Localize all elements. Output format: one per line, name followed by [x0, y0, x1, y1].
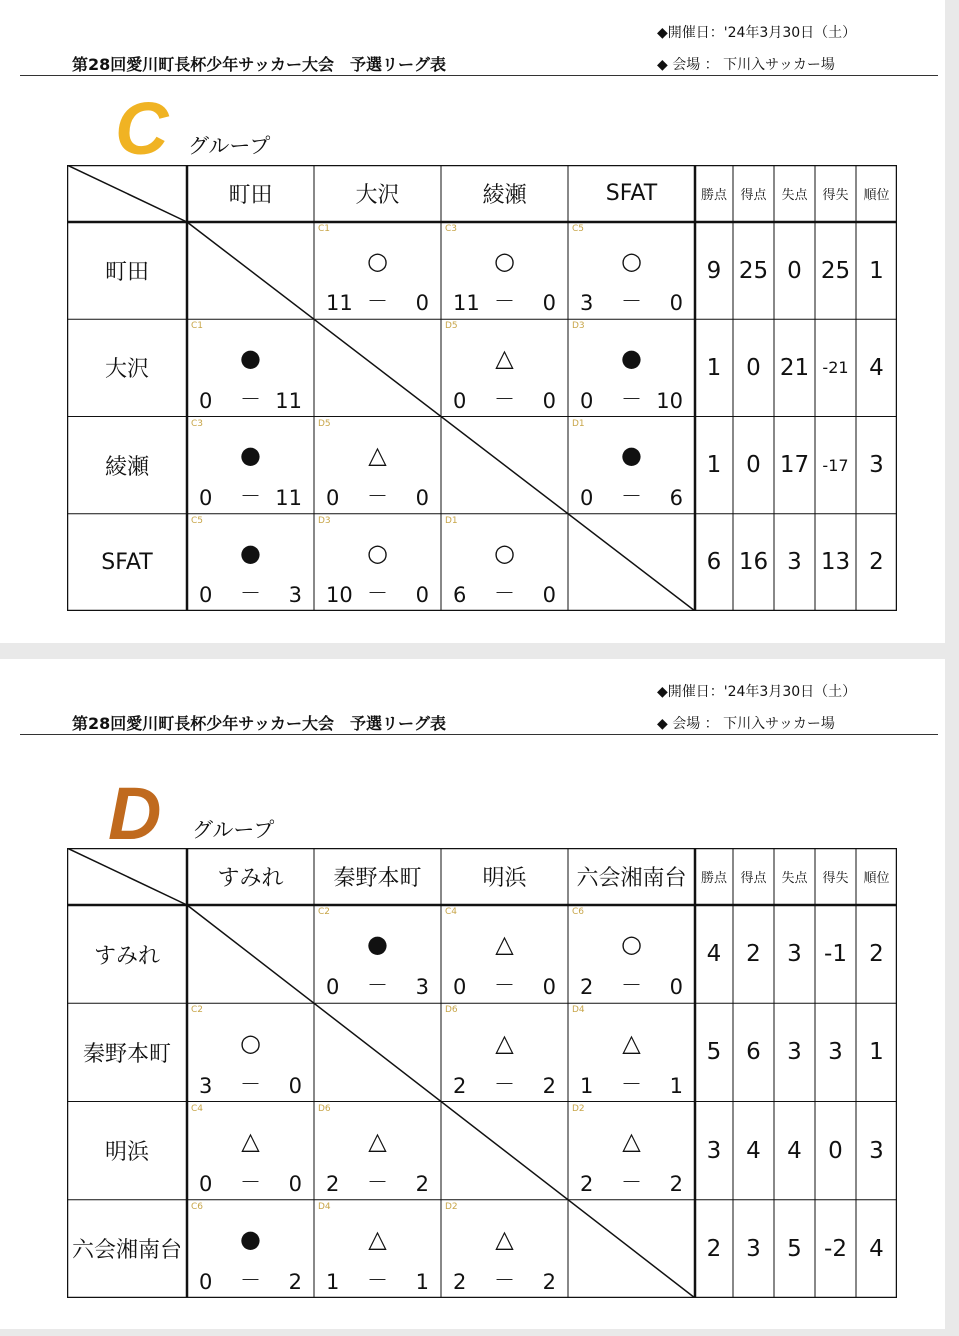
- result-mark: ○: [367, 246, 388, 275]
- score-home: 0: [199, 388, 213, 413]
- title-rule: [20, 734, 938, 735]
- league-table: [67, 848, 897, 1298]
- score-home: 1: [326, 1270, 340, 1294]
- result-mark: ○: [621, 930, 642, 959]
- match-code: C2: [318, 907, 331, 917]
- row-header-team: すみれ: [93, 943, 160, 969]
- score-dash: －: [367, 483, 388, 508]
- score-away: 0: [542, 975, 556, 1000]
- stat-value: 6: [746, 1039, 761, 1066]
- stat-value: 3: [746, 1235, 761, 1262]
- match-code: D3: [572, 321, 585, 332]
- match-code: C5: [191, 515, 204, 526]
- result-mark: △: [368, 1225, 387, 1254]
- corner-diagonal: [67, 848, 187, 905]
- stat-value: 5: [787, 1235, 802, 1262]
- score-away: 0: [542, 291, 556, 316]
- document-title: 第28回愛川町長杯少年サッカー大会 予選リーグ表: [72, 55, 446, 74]
- score-away: 3: [415, 975, 429, 1000]
- score-away: 6: [669, 485, 683, 510]
- stat-value: 4: [746, 1137, 761, 1164]
- table-grid: [67, 165, 897, 611]
- score-dash: －: [240, 1071, 261, 1096]
- score-home: 1: [580, 1073, 594, 1098]
- score-home: 11: [326, 291, 353, 316]
- match-code: D6: [445, 1005, 458, 1016]
- score-home: 2: [580, 975, 594, 1000]
- score-dash: －: [621, 289, 642, 314]
- match-code: C4: [445, 907, 458, 917]
- stat-value: 1: [706, 452, 722, 479]
- row-header-team: 六会湘南台: [71, 1238, 182, 1264]
- column-header-team: 六会湘南台: [576, 866, 687, 891]
- score-dash: －: [367, 973, 388, 998]
- score-away: 10: [656, 388, 683, 413]
- match-code: C4: [191, 1103, 204, 1114]
- group-letter: D: [108, 772, 162, 855]
- result-mark: ○: [494, 246, 515, 275]
- score-away: 11: [275, 388, 302, 413]
- stat-value: 4: [869, 354, 884, 381]
- score-away: 2: [415, 1171, 429, 1196]
- score-home: 0: [199, 1171, 213, 1196]
- stat-value: 3: [787, 1039, 802, 1066]
- row-header-team: 町田: [104, 260, 149, 286]
- stat-value: 1: [869, 1039, 884, 1066]
- stat-value: 2: [706, 1235, 722, 1262]
- match-code: C3: [445, 224, 458, 234]
- score-dash: －: [367, 1268, 388, 1292]
- stat-value: 21: [779, 354, 810, 381]
- stat-value: 17: [779, 452, 810, 479]
- score-home: 0: [580, 485, 594, 510]
- stat-value: 0: [746, 452, 761, 479]
- column-header-team: すみれ: [217, 866, 284, 891]
- column-header-team: 大沢: [355, 183, 400, 208]
- score-home: 2: [326, 1171, 340, 1196]
- result-mark: △: [495, 1225, 514, 1254]
- group-label: グループ: [192, 818, 275, 842]
- score-dash: －: [240, 1169, 261, 1194]
- score-away: 2: [288, 1270, 302, 1294]
- score-dash: －: [240, 386, 261, 411]
- result-mark: ●: [621, 441, 642, 470]
- match-code: C2: [191, 1005, 204, 1016]
- result-mark: △: [241, 1126, 260, 1155]
- league-sheet-group-c: [0, 0, 945, 643]
- stat-value: 3: [869, 452, 884, 479]
- score-away: 11: [275, 485, 302, 510]
- score-dash: －: [621, 1071, 642, 1096]
- match-code: D4: [572, 1005, 585, 1016]
- result-mark: ○: [240, 1028, 261, 1057]
- stat-value: 2: [869, 941, 884, 968]
- result-mark: ●: [240, 344, 261, 373]
- match-code: C6: [572, 907, 585, 917]
- score-dash: －: [494, 1071, 515, 1096]
- score-home: 0: [326, 485, 340, 510]
- stat-value: 3: [787, 941, 802, 968]
- score-dash: －: [621, 386, 642, 411]
- score-away: 0: [415, 291, 429, 316]
- column-header-stat: 勝点: [700, 188, 727, 203]
- result-mark: △: [495, 344, 514, 373]
- score-away: 0: [669, 975, 683, 1000]
- column-header-stat: 勝点: [700, 871, 727, 886]
- score-away: 1: [415, 1270, 429, 1294]
- stat-value: 0: [828, 1137, 843, 1164]
- score-away: 0: [542, 583, 556, 607]
- result-mark: ○: [367, 538, 388, 567]
- score-away: 0: [415, 583, 429, 607]
- result-mark: ●: [240, 538, 261, 567]
- score-away: 1: [669, 1073, 683, 1098]
- stat-value: 3: [706, 1137, 722, 1164]
- stat-value: 25: [738, 257, 769, 284]
- match-code: D2: [572, 1103, 585, 1114]
- score-home: 2: [453, 1270, 467, 1294]
- result-mark: △: [495, 930, 514, 959]
- date-info: ◆開催日：'24年3月30日（土）: [657, 25, 857, 41]
- score-away: 2: [542, 1270, 556, 1294]
- score-dash: －: [621, 1169, 642, 1194]
- score-dash: －: [494, 386, 515, 411]
- stat-value: 6: [706, 549, 722, 576]
- stat-value: 1: [869, 257, 884, 284]
- match-code: C6: [191, 1201, 204, 1212]
- score-home: 11: [453, 291, 480, 316]
- column-header-stat: 順位: [863, 188, 890, 203]
- column-header-stat: 失点: [781, 871, 808, 886]
- match-code: D4: [318, 1201, 331, 1212]
- column-header-team: 町田: [228, 183, 273, 208]
- score-dash: －: [240, 1268, 261, 1292]
- match-code: D5: [318, 418, 331, 429]
- stat-value: 1: [706, 354, 722, 381]
- column-header-stat: 順位: [863, 871, 890, 886]
- group-letter: C: [115, 87, 169, 170]
- score-home: 0: [453, 388, 467, 413]
- match-code: D6: [318, 1103, 331, 1114]
- result-mark: △: [368, 441, 387, 470]
- table-grid: [67, 848, 897, 1298]
- score-away: 0: [415, 485, 429, 510]
- score-dash: －: [621, 483, 642, 508]
- score-home: 0: [199, 1270, 213, 1294]
- score-home: 10: [326, 583, 353, 607]
- match-code: D1: [445, 515, 458, 526]
- score-away: 2: [669, 1171, 683, 1196]
- score-dash: －: [494, 581, 515, 605]
- document-title: 第28回愛川町長杯少年サッカー大会 予選リーグ表: [72, 714, 446, 733]
- stat-value: 0: [746, 354, 761, 381]
- score-home: 0: [580, 388, 594, 413]
- stat-value: -2: [824, 1235, 847, 1262]
- date-info: ◆開催日：'24年3月30日（土）: [657, 684, 857, 700]
- stat-value: -1: [824, 941, 847, 968]
- stat-value: 2: [869, 549, 884, 576]
- column-header-stat: 得失: [822, 188, 849, 203]
- stat-value: 25: [820, 257, 851, 284]
- score-away: 0: [288, 1073, 302, 1098]
- score-home: 0: [199, 583, 213, 607]
- result-mark: ●: [367, 930, 388, 959]
- column-header-stat: 失点: [781, 188, 808, 203]
- column-header-stat: 得点: [740, 188, 767, 203]
- league-table: [67, 165, 897, 611]
- title-rule: [20, 75, 938, 76]
- match-code: C3: [191, 418, 204, 429]
- stat-value: 16: [738, 549, 769, 576]
- score-home: 0: [199, 485, 213, 510]
- column-header-team: 秦野本町: [333, 866, 422, 891]
- stat-value: 9: [706, 257, 722, 284]
- stat-value: -21: [822, 358, 849, 378]
- stat-value: 4: [787, 1137, 802, 1164]
- venue-info: ◆ 会場 ： 下川入サッカー場: [657, 57, 835, 73]
- corner-diagonal: [67, 165, 187, 222]
- result-mark: ○: [621, 246, 642, 275]
- score-dash: －: [494, 289, 515, 314]
- stat-value: 4: [706, 941, 722, 968]
- score-dash: －: [494, 1268, 515, 1292]
- score-away: 0: [288, 1171, 302, 1196]
- stat-value: 0: [787, 257, 802, 284]
- score-home: 0: [453, 975, 467, 1000]
- score-dash: －: [621, 973, 642, 998]
- stat-value: 3: [828, 1039, 843, 1066]
- row-header-team: 秦野本町: [82, 1041, 171, 1067]
- row-header-team: SFAT: [101, 549, 153, 575]
- stat-value: 13: [820, 549, 851, 576]
- score-dash: －: [494, 973, 515, 998]
- score-dash: －: [367, 581, 388, 605]
- column-header-team: 綾瀬: [482, 183, 527, 208]
- result-mark: ●: [240, 1225, 261, 1254]
- row-header-team: 綾瀬: [104, 454, 149, 480]
- stat-value: 2: [746, 941, 761, 968]
- result-mark: ○: [494, 538, 515, 567]
- stat-value: 5: [706, 1039, 722, 1066]
- score-away: 0: [669, 291, 683, 316]
- match-code: D3: [318, 515, 331, 526]
- match-code: D1: [572, 418, 585, 429]
- stat-value: -17: [822, 455, 849, 475]
- score-dash: －: [240, 581, 261, 605]
- match-code: D2: [445, 1201, 458, 1212]
- match-code: C1: [191, 321, 204, 332]
- score-home: 2: [580, 1171, 594, 1196]
- column-header-stat: 得点: [740, 871, 767, 886]
- score-dash: －: [367, 289, 388, 314]
- venue-info: ◆ 会場 ： 下川入サッカー場: [657, 716, 835, 732]
- result-mark: ●: [240, 441, 261, 470]
- league-sheet-group-d: [0, 659, 945, 1329]
- result-mark: △: [368, 1126, 387, 1155]
- stat-value: 3: [869, 1137, 884, 1164]
- column-header-team: SFAT: [605, 181, 658, 206]
- score-away: 2: [542, 1073, 556, 1098]
- stat-value: 3: [787, 549, 802, 576]
- group-label: グループ: [188, 134, 271, 158]
- column-header-stat: 得失: [822, 871, 849, 886]
- match-code: C5: [572, 224, 585, 234]
- score-away: 0: [542, 388, 556, 413]
- result-mark: ●: [621, 344, 642, 373]
- stat-value: 4: [869, 1235, 884, 1262]
- row-header-team: 明浜: [104, 1140, 149, 1166]
- score-home: 0: [326, 975, 340, 1000]
- result-mark: △: [622, 1028, 641, 1057]
- score-home: 3: [199, 1073, 213, 1098]
- score-away: 3: [288, 583, 302, 607]
- score-dash: －: [240, 483, 261, 508]
- score-home: 6: [453, 583, 467, 607]
- score-home: 3: [580, 291, 594, 316]
- match-code: C1: [318, 224, 331, 234]
- column-header-team: 明浜: [482, 866, 527, 891]
- result-mark: △: [495, 1028, 514, 1057]
- score-dash: －: [367, 1169, 388, 1194]
- match-code: D5: [445, 321, 458, 332]
- result-mark: △: [622, 1126, 641, 1155]
- row-header-team: 大沢: [104, 357, 149, 383]
- score-home: 2: [453, 1073, 467, 1098]
